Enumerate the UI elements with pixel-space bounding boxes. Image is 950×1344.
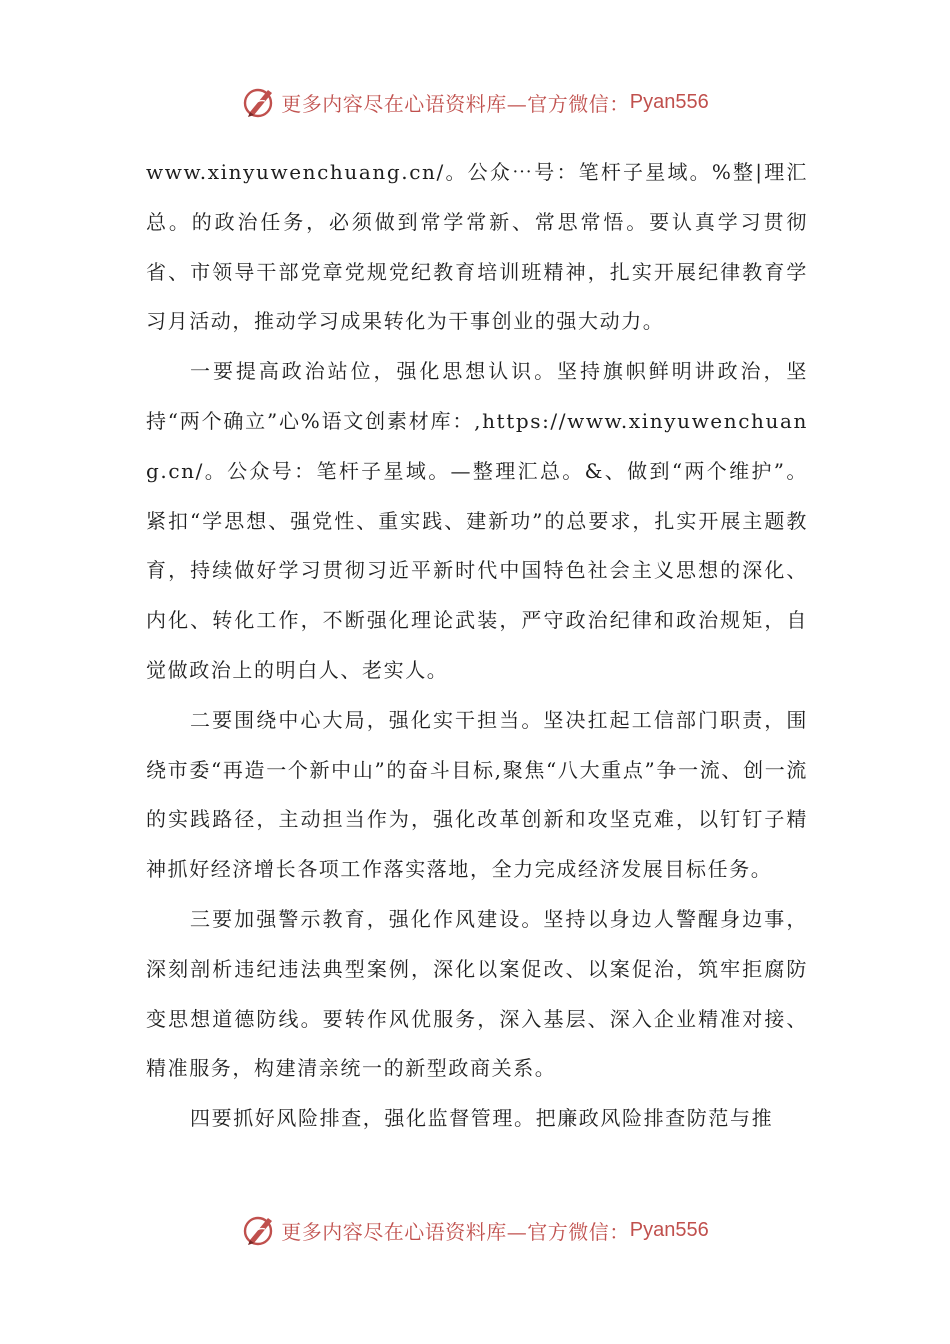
pen-logo-icon	[241, 84, 277, 120]
paragraph-3: 二要围绕中心大局，强化实干担当。坚决扛起工信部门职责，围绕市委“再造一个新中山”的奋斗目标,聚焦“八大重点”争一流、创一流的实践路径，主动担当作为，强化改革创新和攻坚克难，以钉钉子精神抓好经济增长各项工作落实落地，全力完成经济发展目标任务。	[146, 707, 808, 882]
document-body	[146, 148, 808, 1144]
paragraph-4: 三要加强警示教育，强化作风建设。坚持以身边人警醒身边事，深刻剖析违纪违法典型案例，深化以案促改、以案促治，筑牢拒腐防变思想道德防线。要转作风优服务，深入基层、深入企业精准对接、精准服务，构建清亲统一的新型政商关系。	[146, 906, 808, 1081]
footer-wechat-id: Pyan556	[629, 1218, 709, 1241]
paragraph-5: 四要抓好风险排查，强化监督管理。把廉政风险排查防范与推	[190, 1106, 774, 1131]
header-banner	[0, 80, 950, 124]
paragraph-1: www.xinyuwenchuang.cn/。公众⋯号：笔杆子星域。%整|理汇总。的政治任务，必须做到常学常新、常思常悟。要认真学习贯彻省、市领导干部党章党规党纪教育培训班精神，扎实开展纪律教育学习月活动，推动学习成果转化为干事创业的强大动力。	[146, 160, 808, 334]
header-wechat-id: Pyan556	[629, 90, 709, 113]
header-banner-text: 更多内容尽在心语资料库—官方微信：	[281, 91, 630, 116]
pen-logo-icon	[241, 1212, 277, 1248]
footer-banner-text: 更多内容尽在心语资料库—官方微信：	[281, 1219, 630, 1244]
footer-banner	[0, 1208, 950, 1252]
paragraph-2: 一要提高政治站位，强化思想认识。坚持旗帜鲜明讲政治，坚持“两个确立”心%语文创素材库：,https://www.xinyuwenchuang.cn/。公众号：笔杆子星域。—整理汇总。&、做到“两个维护”。紧扣“学思想、强党性、重实践、建新功”的总要求，扎实开展主题教育，持续做好学习贯彻习近平新时代中国特色社会主义思想的深化、内化、转化工作，不断强化理论武装，严守政治纪律和政治规矩，自觉做政治上的明白人、老实人。	[146, 359, 808, 682]
